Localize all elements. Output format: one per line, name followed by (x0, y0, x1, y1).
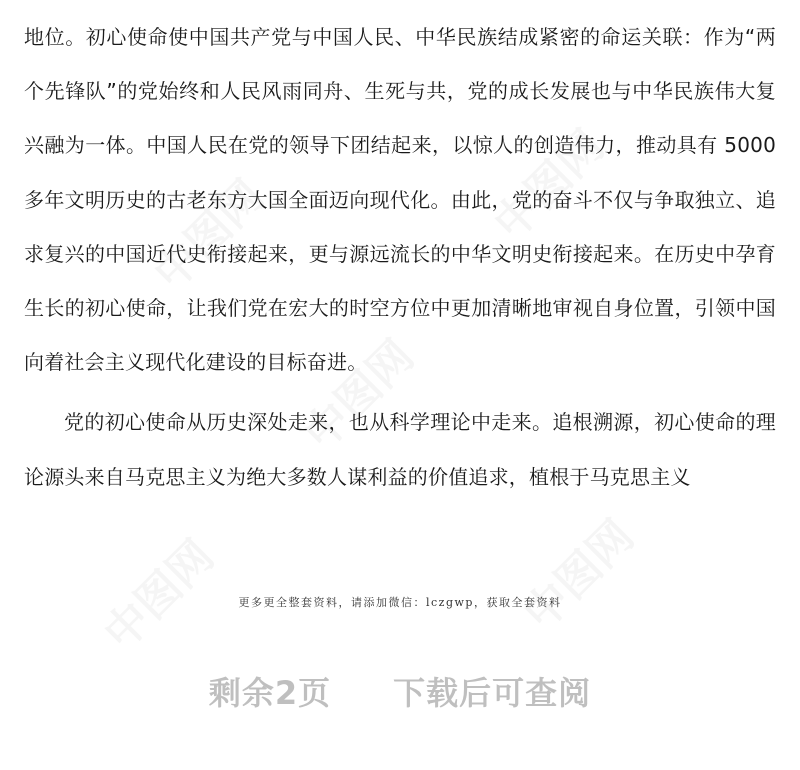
footer-note: 更多更全整套资料，请添加微信：lczgwp，获取全套资料 (238, 596, 562, 609)
paragraph: 党的初心使命从历史深处走来，也从科学理论中走来。追根溯源，初心使命的理论源头来自马克思主义为绝大多数人谋利益的价值追求，植根于马克思主义 (24, 410, 776, 489)
watermark: 中图网 (94, 530, 224, 660)
download-to-view-label: 下载后可查阅 (393, 674, 592, 712)
download-prompt[interactable] (0, 668, 800, 714)
watermark: 中图网 (514, 510, 644, 640)
paragraph: 地位。初心使命使中国共产党与中国人民、中华民族结成紧密的命运关联：作为“两个先锋队”的党始终和人民风雨同舟、生死与共，党的成长发展也与中华民族伟大复兴融为一体。中国人民在党的领导下团结起来，以惊人的创造伟力，推动具有 5000 多年文明历史的古老东方大国全面迈向现代化。由此，党的奋斗不仅与争取独立、追求复兴的中国近代史衔接起来，更与源远流长的中华文明史衔接起来。在历史中孕育生长的初心使命，让我们党在宏大的时空方位中更加清晰地审视自身位置，引领中国向着社会主义现代化建设的目标奋进。 (24, 25, 776, 375)
remaining-pages-label: 剩余2页 (208, 674, 332, 712)
watermark: 中图网 (294, 330, 424, 460)
document-body (24, 10, 776, 504)
watermark: 中图网 (484, 120, 614, 250)
watermark: 中图网 (144, 170, 274, 300)
